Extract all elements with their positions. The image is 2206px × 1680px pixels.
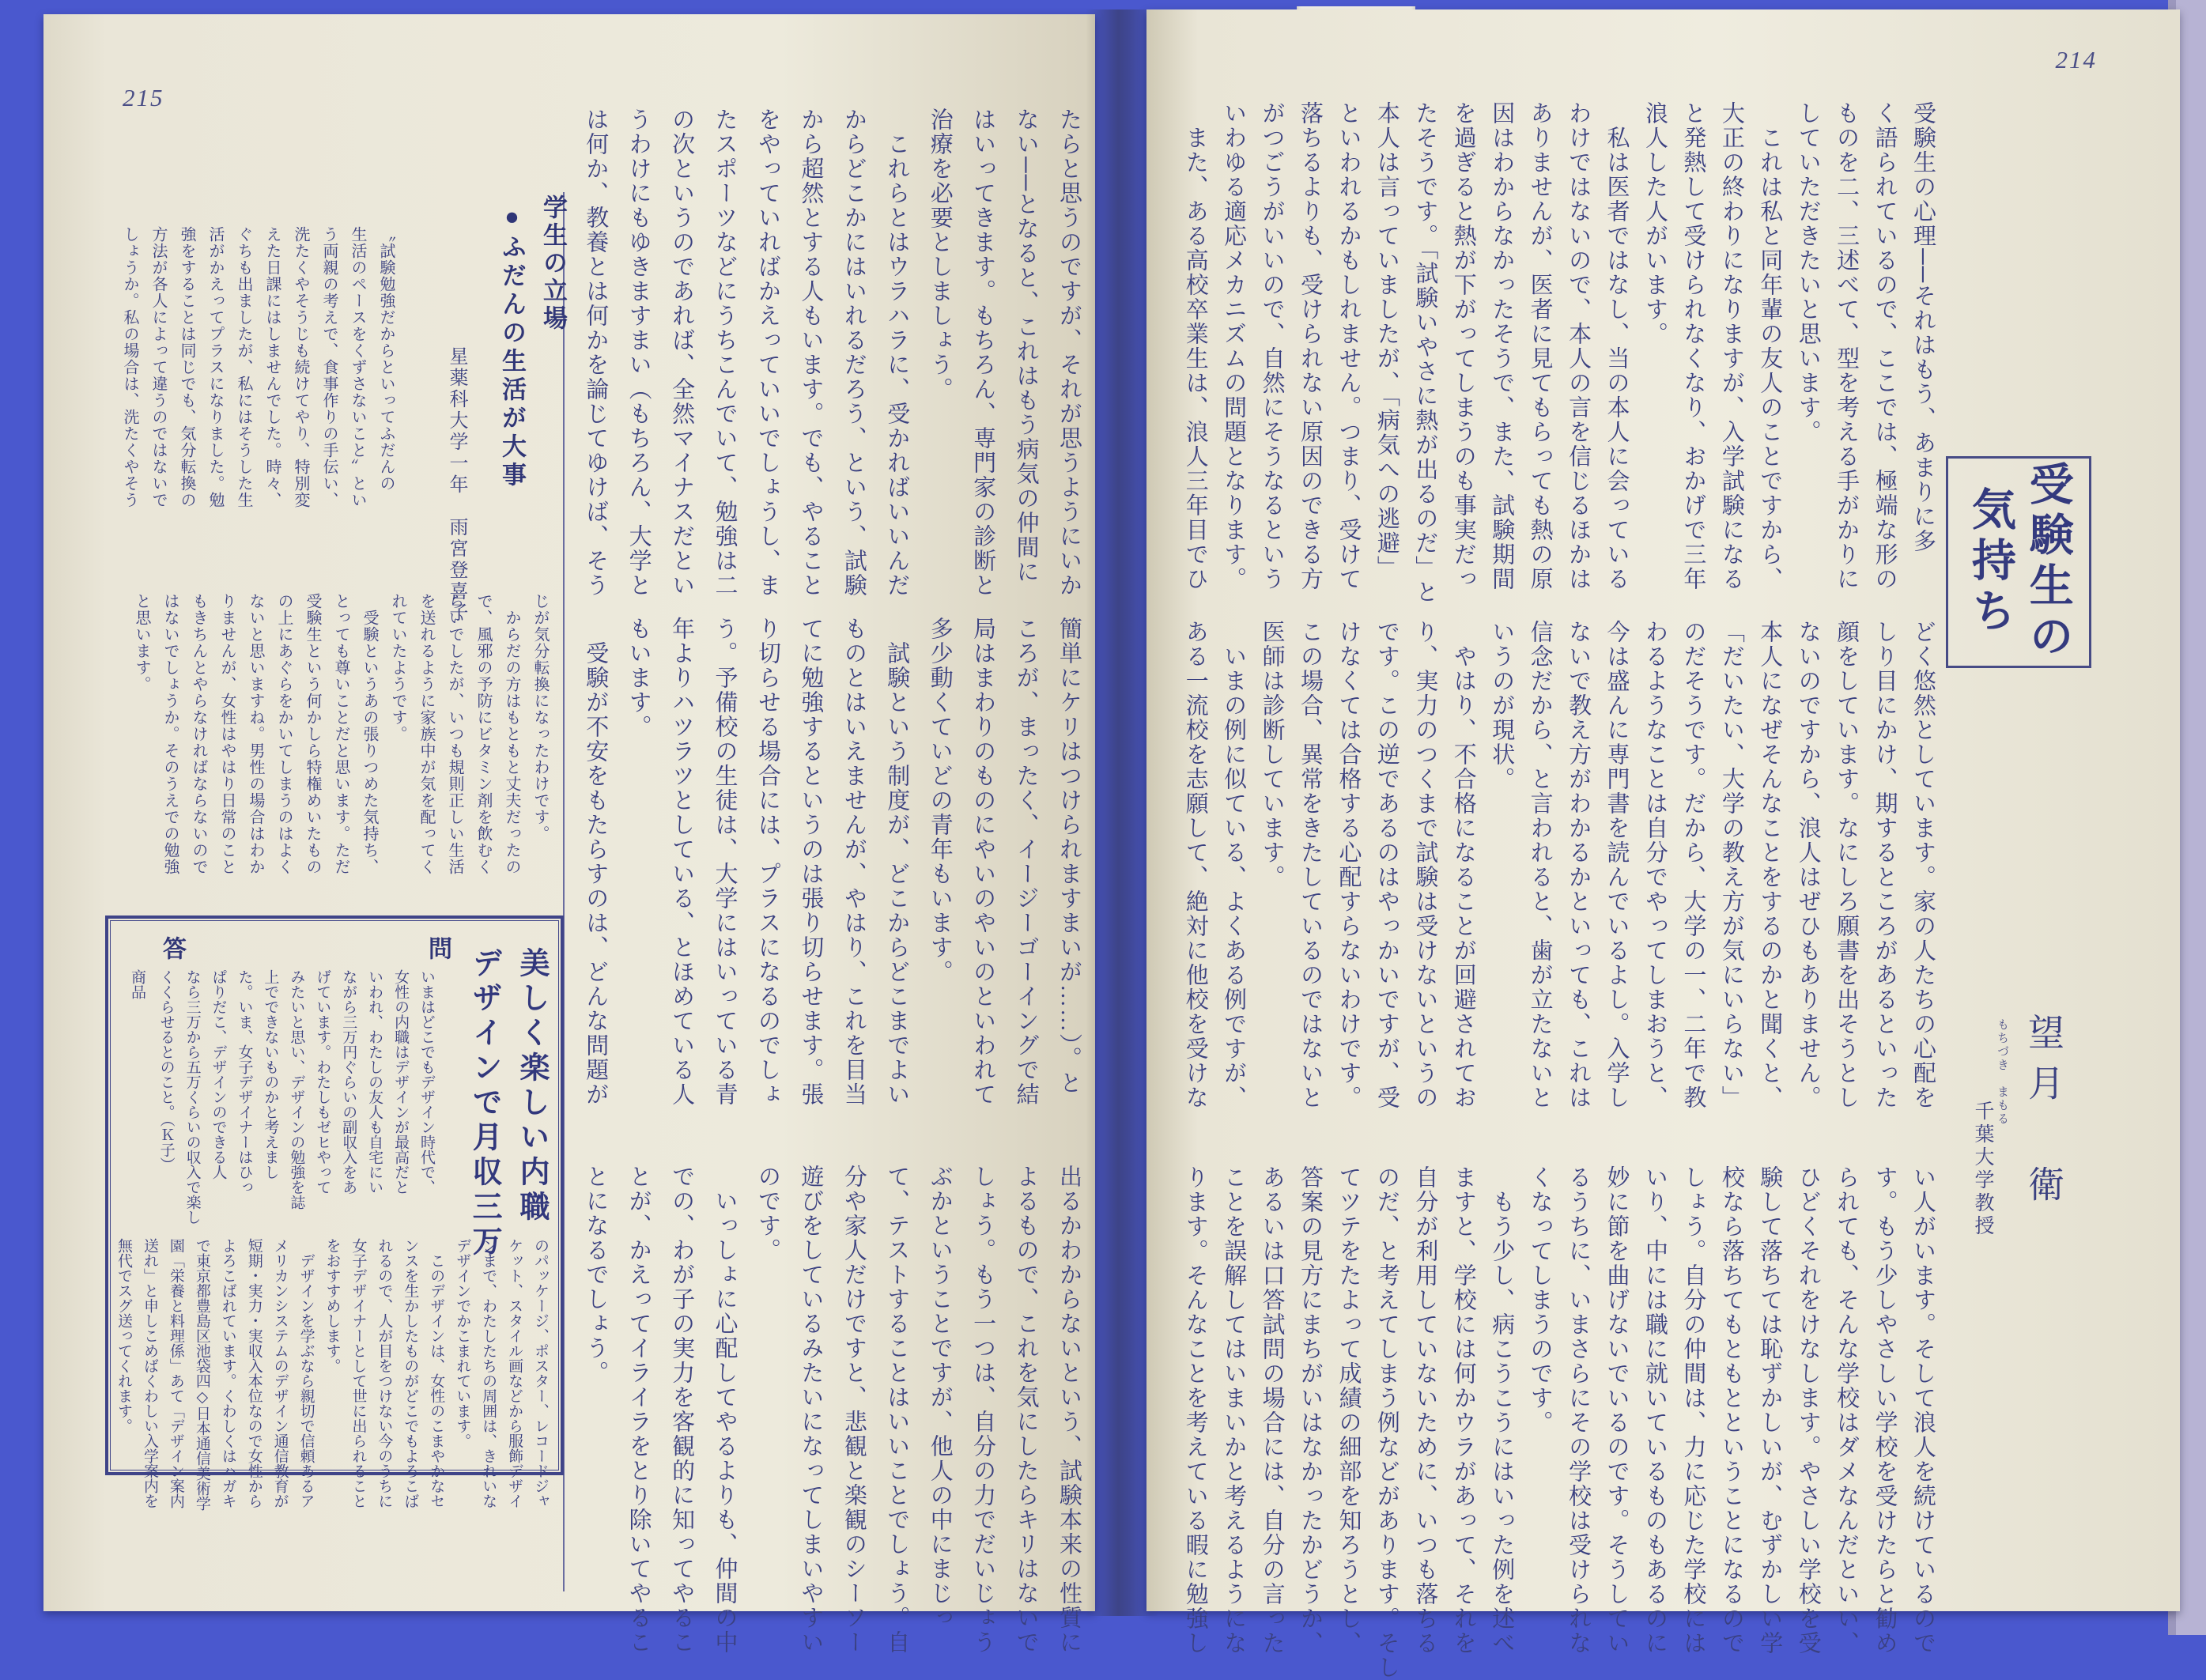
text-column: ことを誤解してはいまいかと考えるようにな [1221,1165,1247,1655]
text-column: ないで教え方がわかるかといっても、これは [1566,620,1592,1110]
text-column: 自分が利用していないために、いつも落ちる [1412,1165,1438,1655]
text-column: どく悠然としています。家の人たちの心配を [1910,620,1936,1110]
text-column: えた日課にはしませんでした。時々、 [263,226,281,508]
text-column: くくらせるとのこと。（Ｋ子） [157,969,175,1172]
text-column: いり、中には職に就いているものもあるのに [1641,1165,1668,1655]
text-column: 今は盛んに専門書を読んでいるよし。入学し [1604,620,1630,1110]
student-essay-band-1 [121,226,394,582]
text-column: いまはどこでもデザイン時代で、 [418,969,435,1195]
text-column: 上でできないものかと考えまし [262,969,279,1180]
student-section-label: 学生の立場 [539,194,567,333]
text-column: なら三万から五万くらいの収入で楽し [183,969,201,1225]
book-cover-edge-right [2176,0,2206,1635]
text-column: はないでしょうか。そのうえでの勉強 [161,593,179,875]
text-column: と発熱して受けられなくなり、おかげで三年 [1680,101,1706,591]
text-column: の上にあぐらをかいてしまうのはよく [275,593,293,875]
article-continuation-band-3 [583,1165,1082,1655]
text-column: いっしょに心配してやるよりも、仲間の中 [712,1165,738,1655]
text-column: ンスを生かしたものがどこでもよろこば [402,1238,419,1508]
text-column: ものを二、三述べて、型を考える手がかりに [1834,101,1860,591]
text-column: しょう。自分の仲間は、力に応じた学校には [1680,1165,1706,1655]
text-column: 受験が不安をもたらすのは、どんな問題が [583,617,609,1107]
ad-answer-text [115,1238,549,1511]
text-column: はいってきます。もちろん、専門家の診断と [970,108,996,598]
text-column: よるもので、これを気にしたらキリはないで [1013,1165,1039,1655]
text-column: のです。 [754,1165,780,1263]
text-column: これらとはウラハラに、受かればいいんだ [884,108,910,598]
text-column: 顔をしています。なにしろ願書を出そうとし [1834,620,1860,1110]
author-name: 望月 衛 [2023,1014,2064,1216]
text-column: れるので、人が目をつけない今のうちに [376,1238,393,1508]
text-column: い人がいます。そして浪人を続けているので [1910,1165,1936,1655]
text-column: 試験という制度が、どこからどこまでよい [884,617,910,1107]
text-column: たスポーツなどにうちこんでいて、勉強は二 [712,108,738,598]
text-column: くなってしまうのです。 [1527,1165,1553,1435]
text-column: 大正の終わりになりますが、入学試験になる [1718,101,1744,591]
article-continuation-band-2 [584,617,1081,1170]
text-column: いわれ、わたしの友人も自宅にい [366,969,383,1195]
text-column: 無代でスグ送ってくれます。 [115,1238,132,1433]
text-column: 短期・実力・実収入本位なので女性から [245,1238,263,1508]
text-column: 「だいたい、大学の教え方が気にいらない」 [1718,620,1744,1110]
text-column: での、わが子の実力を客観的に知ってやるこ [669,1165,695,1655]
text-column: う。予備校の生徒は、大学にはいっている青 [712,617,738,1107]
text-column: ひどくそれをけなします。やさしい学校を受 [1795,1165,1821,1655]
text-column: 因はわからなかったそうで、また、試験期間 [1489,101,1515,591]
text-column: てに勉強するというのは張り切らせます。張 [798,617,824,1107]
ad-question-text [158,969,434,1230]
text-column: メリカンシステムのデザイン通信教育が [271,1238,289,1508]
text-column: で、風邪の予防にビタミン剤を飲むく [474,593,492,875]
student-section-headline: ●ふだんの生活が大事 [498,202,526,490]
article-title-line-2: 気持ち [1966,486,2015,638]
text-column: これは私と同年輩の友人のことですから、 [1757,101,1783,591]
text-column: 年よりハツラツとしている、とほめている人 [669,617,695,1107]
text-column: うわけにもゆきますまい（もちろん、大学と [625,108,652,598]
text-column: もう少し、病こうこうにはいった例を述べ [1489,1165,1515,1655]
text-column: ないのですから、浪人はぜひもありません。 [1795,620,1821,1110]
ad-title-line-2: デザインで月収三万 [467,947,501,1260]
text-column: 答案の見方にまちがいはなかったかどうか、 [1298,1165,1323,1655]
text-column: ありませんが、医者に見てもらっても熱の原 [1527,101,1553,591]
text-column: もいます。 [625,617,652,739]
text-column: ころが、まったく、イージーゴーイングで結 [1013,617,1039,1107]
text-column: 本人になぜそんなことをするのかと聞くと、 [1757,620,1783,1110]
text-column: この場合、異常をきたしているのではないと [1298,620,1323,1110]
text-column: のパッケージ、ポスター、レコードジャ [532,1238,549,1508]
text-column: り切らせる場合には、プラスになるのでしょ [754,617,780,1107]
text-column: られても、そんな学校はダメなんだといい、 [1834,1165,1860,1655]
article-continuation-band-1 [583,108,1082,598]
text-column: う両親の考えで、食事作りの手伝い、 [320,226,338,508]
text-column: ります。そんなことを考えている暇に勉強し [1182,1165,1208,1655]
text-column: たらと思うのですが、それが思うようにいか [1056,108,1082,598]
text-column: また、ある高校卒業生は、浪人三年目でひ [1182,101,1208,591]
ad-question-label: 問 [425,936,451,960]
text-column: 私は医者ではなし、当の本人に会っている [1604,101,1630,591]
text-column: 送れ」と申しこめばくわしい入学案内を [141,1238,158,1508]
text-column: れていたようです。 [389,593,406,742]
text-column: 簡単にケリはつけられますまいが……）。と [1056,617,1082,1096]
text-column: のだそうです。だから、大学の一、二年で教 [1680,620,1706,1110]
text-column: いまの例に似ている、よくある例ですが、 [1221,620,1247,1110]
text-column: 多少動くていどの青年もいます。 [927,617,953,984]
text-column: ないと思いますね。男性の場合はわか [247,593,264,875]
text-column: で東京都豊島区池袋四◇日本通信美術学 [193,1238,210,1511]
text-column: このデザインは、女性のこまやかなセ [428,1238,445,1508]
article-band-3 [1182,1165,1936,1680]
text-column: す。もう少しやさしい学校を受けたらと勧め [1872,1165,1898,1655]
open-book-spread [43,9,2180,1680]
text-column: いうのが現状。 [1489,620,1515,791]
text-column: た。いま、女子デザイナーはひっ [236,969,253,1195]
ad-title-line-1: 美しく楽しい内職 [515,947,548,1225]
text-column: いわゆる適応メカニズムの問題となります。 [1221,101,1247,591]
text-column: 校なら落ちてもともとということになるので [1718,1165,1744,1655]
text-column: しょうか。私の場合は、洗たくやそう [121,226,138,508]
text-column: しょう。もう一つは、自分の力でだいじょう [970,1165,996,1655]
text-column: く語られているので、ここでは、極端な形の [1872,101,1898,591]
text-column: のだ、と考えてしまう例などがあります。そし [1373,1165,1400,1680]
text-column: から超然とする人もいます。でも、やること [798,108,824,598]
text-column: デザインを学ぶなら親切で信頼あるア [297,1238,315,1508]
text-column: です。この逆であるのはやっかいですが、受 [1373,620,1400,1110]
text-column: 女子デザイナーとして世に出られること [349,1238,367,1508]
text-column: 妙に節を曲げないでいるのです。そうしてい [1604,1165,1630,1655]
page-number-214: 214 [2055,46,2097,74]
text-column: とが、かえってイライラをとり除いてやるこ [625,1165,652,1655]
text-column: ますと、学校には何かウラがあって、それを [1450,1165,1476,1655]
page-215 [43,14,1095,1655]
text-column: じが気分転換になったわけです。 [531,593,549,842]
text-column: ぱりだこ、デザインのできる人 [210,969,227,1180]
text-column: 受験生という何かしら特権めいたもの [304,593,321,875]
text-column: を過ぎると熱が下がってしまうのも事実だっ [1450,101,1476,591]
text-column: 信念だから、と言われると、歯が立たないと [1527,620,1553,1110]
text-column: 浪人した人がいます。 [1641,101,1668,346]
page-number-215: 215 [123,84,164,111]
text-column: 園「栄養と料理係」あて「デザイン案内 [167,1238,184,1508]
text-column: ケット、スタイル画などから服飾デザイ [506,1238,523,1508]
ad-answer-text-start [129,969,145,1230]
text-column: をやっていればかえっていいでしょうし、ま [754,108,780,598]
text-column: げています。わたしもゼヒやって [314,969,331,1195]
text-column: ある一流校を志願して、絶対に他校を受けな [1182,620,1208,1110]
text-column: 験して落ちては恥ずかしいが、むずかしい学 [1757,1165,1783,1655]
text-column: デザインでかこまれています。 [454,1238,471,1448]
text-column: 遊びをしているみたいになってしまいやすい [798,1165,824,1655]
text-column: 強をすることは同じでも、気分転換の [178,226,195,508]
text-column: りませんが、女性はやはり日常のこと [218,593,236,875]
text-column: 女性の内職はデザインが最高だと [392,969,410,1195]
text-column: わけではないので、本人の言を信じるほかは [1566,101,1592,591]
author-affiliation: 千葉大学教授 [1972,1100,1993,1238]
article-band-1 [1182,101,1936,605]
text-column: からだの方はもともと丈夫だったの [503,593,520,875]
text-column: 方法が各人によって違うのではないで [149,226,167,508]
text-column: ながら三万円ぐらいの副収入をあ [340,969,357,1195]
text-column: 受験というあの張りつめた気持ち、 [361,593,378,875]
text-column: とになるでしょう。 [583,1165,609,1385]
text-column: ぶかということですが、他人の中にまじっ [927,1165,953,1630]
text-column: していただきたいと思います。 [1795,101,1821,444]
text-column: 受験生の心理──それはもう、あまりに多 [1910,101,1936,554]
text-column: を送れるように家族中が気を配ってく [417,593,435,875]
text-column: みたいと思い、デザインの勉強を誌 [288,969,305,1210]
text-column: ンまで、わたしたちの周囲は、きれいな [480,1238,497,1508]
text-column: やはり、不合格になることが回避されてお [1450,620,1476,1110]
text-column: よろこばれています。くわしくはハガキ [219,1238,236,1508]
text-column: とっても尊いことだと思います。ただ [332,593,349,875]
text-column: 本人は言っていましたが、「病気への逃避」 [1373,101,1400,580]
text-column: らいでしたが、いつも規則正しい生活 [446,593,463,875]
text-column: をおすすめします。 [323,1238,341,1373]
text-column: てツテをたよって成績の細部を知ろうとし、 [1335,1165,1362,1655]
student-section-byline: 星薬科大学一年 雨宮登喜子 [446,346,467,624]
text-column: あるいは口答試問の場合には、自分の言った [1259,1165,1285,1655]
text-column: 分や家人だけですと、悲観と楽観のシーソー [840,1165,867,1655]
text-column: 洗たくやそうじも続けてやり、特別変 [292,226,309,508]
text-column: ぐちも出ましたが、私にはそうした生 [235,226,252,508]
text-column: といわれるかもしれません。つまり、受けて [1335,101,1362,591]
text-column: がつごうがいいので、自然にそうなるという [1259,101,1285,591]
article-title-line-1: 受験生の [2023,461,2072,663]
article-band-2 [1183,620,1935,1148]
text-column: からどこかにはいれるだろう、という、試験 [840,108,867,598]
page-214 [1146,9,2180,1680]
student-essay-band-2 [121,593,548,901]
text-column: て、テストすることはいいことでしょう。自 [884,1165,910,1655]
text-column: けなくては合格する心配すらないわけです。 [1335,620,1362,1110]
text-column: 生活のペースをくずさないこと〟とい [349,226,366,508]
text-column: は何か、教養とは何かを論じてゆけば、そう [583,108,609,598]
text-column: と思います。 [133,593,150,693]
text-column: 出るかわからないという、試験本来の性質に [1056,1165,1082,1655]
text-column: り、実力のつくまで試験は受けないというの [1412,620,1438,1110]
text-column: 局はまわりのものにやいのやいのといわれて [970,617,996,1107]
text-column: ものとはいえませんが、やはり、これを目当 [840,617,867,1107]
ad-title [467,947,546,1260]
author-name-furigana: もちづき まもる [1996,1018,2008,1126]
text-column: 商品 [128,969,145,999]
text-column: 〝試験勉強だからといってふだんの [377,226,395,492]
article-title-box [1946,456,2091,668]
text-column: ない──となると、これはもう病気の仲間に [1013,108,1039,585]
text-column: の次というのであれば、全然マイナスだとい [669,108,695,598]
ad-answer-label: 答 [159,936,185,960]
text-column: 医師は診断しています。 [1259,620,1285,889]
text-column: たそうです。「試験いやさに熱が出るのだ」と [1412,101,1438,605]
text-column: もきちんとやらなければならないので [190,593,207,875]
text-column: 活がかえってプラスになりました。勉 [206,226,224,508]
text-column: 治療を必要としましょう。 [927,108,953,402]
text-column: わるようなことは自分でやってしまおうと、 [1641,620,1668,1110]
text-column: しり目にかけ、期するところがあるといった [1872,620,1898,1110]
text-column: 落ちるよりも、受けられない原因のできる方 [1298,101,1323,591]
design-correspondence-ad-box [105,916,564,1511]
text-column: るうちに、いまさらにその学校は受けられな [1566,1165,1592,1655]
